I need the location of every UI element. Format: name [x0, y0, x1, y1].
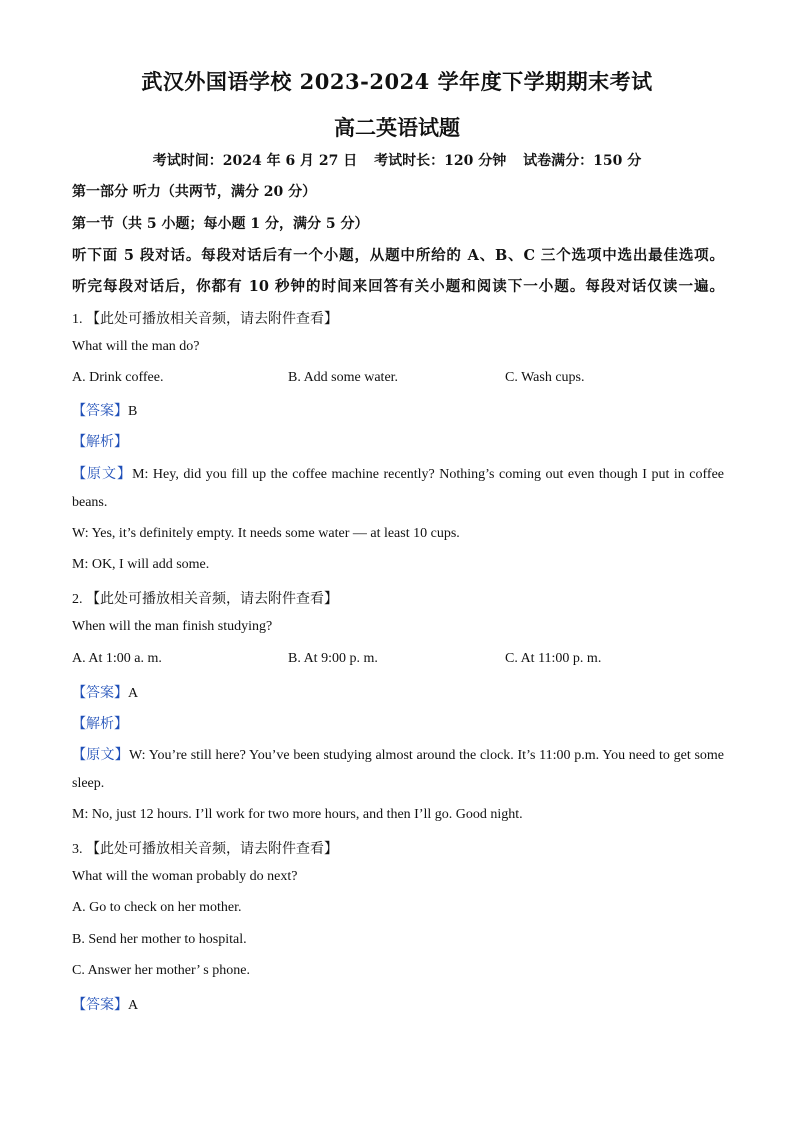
answer-tag: 【答案】 — [72, 403, 128, 419]
question-number: 3. — [72, 842, 83, 857]
question-3-option-c: C. Answer her mother’ s phone. — [72, 963, 250, 978]
instruction-line-1: 听下面 5 段对话。每段对话后有一个小题，从题中所给的 A、B、C 三个选项中选出最佳选项。 — [72, 247, 724, 264]
answer-value: A — [128, 686, 139, 701]
exam-meta — [0, 150, 794, 170]
question-1-analysis — [72, 431, 724, 451]
original-tag: 【原文】 — [72, 466, 133, 482]
analysis-tag: 【解析】 — [72, 716, 128, 732]
question-2-text: When will the man finish studying? — [72, 619, 273, 634]
audio-note: 【此处可播放相关音频，请去附件查看】 — [86, 311, 338, 327]
exam-duration: 考试时长：120 分钟 — [374, 153, 507, 169]
exam-time: 考试时间：2024 年 6 月 27 日 — [152, 153, 358, 169]
original-text: W: You’re still here? You’ve been studying almost around the clock. It’s 11:00 p.m. You need to get some — [128, 748, 724, 763]
question-1-original-line-2: beans. — [72, 495, 108, 510]
question-2-original-line-2: sleep. — [72, 776, 105, 791]
answer-value: A — [128, 998, 139, 1013]
question-3-text: What will the woman probably do next? — [72, 869, 298, 884]
exam-title: 武汉外国语学校 2023-2024 学年度下学期期末考试 — [141, 69, 653, 94]
question-2-option-b: B. At 9:00 p. m. — [288, 651, 378, 666]
question-2-option-a: A. At 1:00 a. m. — [72, 651, 162, 666]
audio-note: 【此处可播放相关音频，请去附件查看】 — [86, 591, 338, 607]
question-3-option-b: B. Send her mother to hospital. — [72, 932, 247, 947]
answer-value: B — [128, 404, 138, 419]
question-number: 2. — [72, 592, 83, 607]
question-3-answer — [72, 994, 724, 1014]
exam-full-score: 试卷满分：150 分 — [523, 153, 642, 169]
question-2-original-line-1 — [72, 744, 724, 764]
question-1-dialog-1: W: Yes, it’s definitely empty. It needs some water — at least 10 cups. — [72, 526, 460, 541]
answer-tag: 【答案】 — [72, 997, 128, 1013]
question-2-option-c: C. At 11:00 p. m. — [505, 651, 602, 666]
question-1-text: What will the man do? — [72, 339, 200, 354]
question-2-dialog-1: M: No, just 12 hours. I’ll work for two more hours, and then I’ll go. Good night. — [72, 807, 523, 822]
audio-note: 【此处可播放相关音频，请去附件查看】 — [86, 841, 338, 857]
original-tag: 【原文】 — [72, 747, 129, 763]
question-2-answer — [72, 682, 724, 702]
exam-subtitle: 高二英语试题 — [334, 115, 460, 140]
question-1-option-c: C. Wash cups. — [505, 370, 585, 385]
question-2-header — [72, 588, 724, 608]
question-1-option-b: B. Add some water. — [288, 370, 399, 385]
question-1-dialog-2: M: OK, I will add some. — [72, 557, 210, 572]
analysis-tag: 【解析】 — [72, 434, 128, 450]
question-3-option-a: A. Go to check on her mother. — [72, 900, 242, 915]
question-1-header — [72, 308, 724, 328]
question-2-analysis — [72, 713, 724, 733]
question-1-answer — [72, 400, 724, 420]
question-1-option-a: A. Drink coffee. — [72, 370, 164, 385]
question-number: 1. — [72, 312, 83, 327]
question-3-header — [72, 838, 724, 858]
original-text: M: Hey, did you fill up the coffee machine recently? Nothing’s coming out even though I put in coffee — [132, 467, 725, 482]
section-heading: 第一节（共 5 小题；每小题 1 分，满分 5 分） — [72, 216, 369, 232]
answer-tag: 【答案】 — [72, 685, 128, 701]
question-1-original-line-1 — [72, 463, 724, 483]
instruction-line-2: 听完每段对话后，你都有 10 秒钟的时间来回答有关小题和阅读下一小题。每段对话仅读一遍。 — [72, 278, 724, 295]
part-heading: 第一部分 听力（共两节，满分 20 分） — [72, 184, 317, 200]
